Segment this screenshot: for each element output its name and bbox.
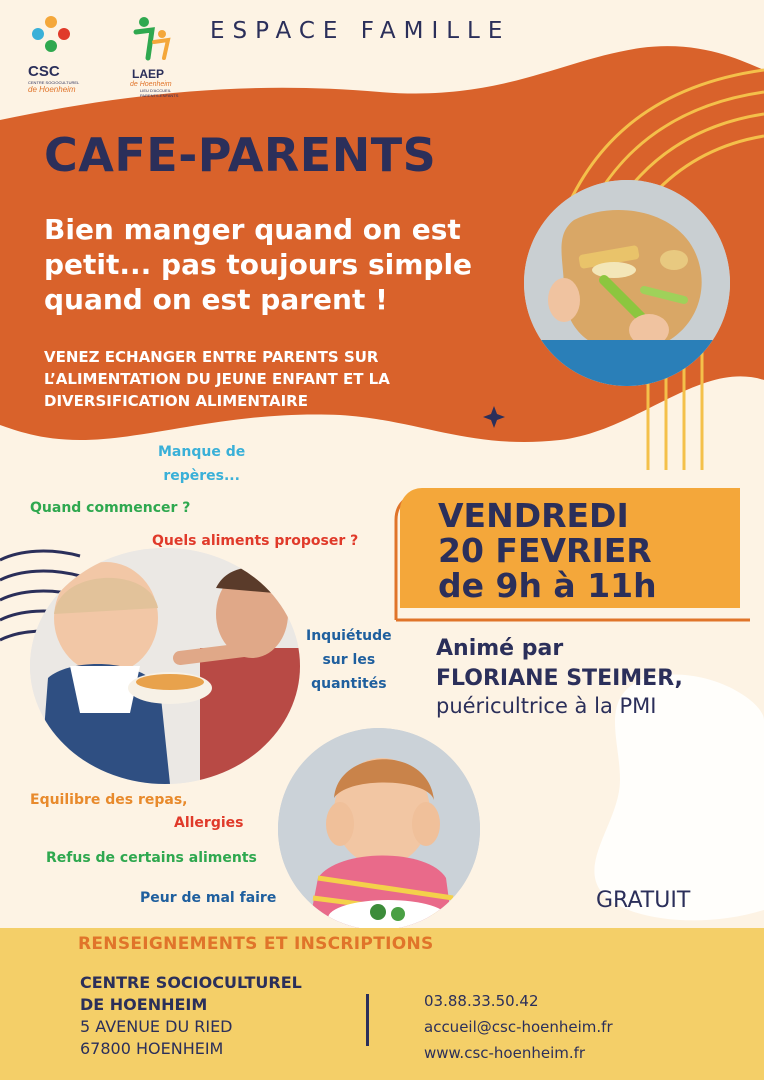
question-reperes <box>158 440 245 488</box>
event-time: de 9h à 11h <box>438 566 657 605</box>
question-inquietude-line2: sur les <box>322 652 376 668</box>
question-allergies: Allergies <box>174 815 244 831</box>
header-title: ESPACE FAMILLE <box>210 18 511 44</box>
question-peur: Peur de mal faire <box>140 890 277 906</box>
event-hosted-by: Animé par <box>436 636 564 661</box>
laep-logo <box>128 14 208 98</box>
footer-website[interactable]: www.csc-hoenheim.fr <box>424 1044 586 1062</box>
laep-logo-icon <box>128 14 176 62</box>
footer-address-line2: 67800 HOENHEIM <box>80 1039 224 1058</box>
laep-logo-small2: PARENTS-ENFANTS <box>140 93 179 98</box>
parent-baby-illustration <box>30 548 300 784</box>
footer-separator <box>366 994 369 1046</box>
laep-logo-script: de Hoenheim <box>130 81 172 88</box>
footer-address-line1: 5 AVENUE DU RIED <box>80 1017 233 1036</box>
food-photo-illustration <box>524 180 730 386</box>
question-inquietude <box>306 624 392 696</box>
parent-baby-photo <box>30 548 300 784</box>
event-date-value: 20 FEVRIER <box>438 531 652 570</box>
laep-logo-text: LAEP <box>132 67 165 81</box>
footer-heading: RENSEIGNEMENTS ET INSCRIPTIONS <box>78 934 434 954</box>
csc-logo-subtext: CENTRE SOCIOCULTUREL <box>28 80 80 85</box>
footer-phone: 03.88.33.50.42 <box>424 992 539 1010</box>
child-illustration <box>278 728 480 930</box>
question-inquietude-line1: Inquiétude <box>306 628 392 644</box>
question-inquietude-line3: quantités <box>311 676 387 692</box>
event-date <box>438 498 657 603</box>
event-host-role: puéricultrice à la PMI <box>436 694 657 718</box>
question-reperes-line1: Manque de <box>158 444 246 460</box>
csc-logo-script: de Hoenheim <box>28 85 76 94</box>
page-title: CAFE-PARENTS <box>44 128 437 182</box>
question-equilibre: Equilibre des repas, <box>30 792 188 808</box>
footer-address <box>80 972 302 1060</box>
question-refus: Refus de certains aliments <box>46 850 257 866</box>
laep-logo-small1: LIEU D'ACCUEIL <box>140 88 171 93</box>
child-photo <box>278 728 480 930</box>
question-quand-commencer: Quand commencer ? <box>30 500 191 516</box>
question-reperes-line2: repères... <box>163 468 240 484</box>
csc-logo <box>28 12 98 94</box>
footer-org-line2: DE HOENHEIM <box>80 995 208 1014</box>
question-quels-aliments: Quels aliments proposer ? <box>152 533 359 549</box>
subtitle: Bien manger quand on est petit... pas toujours simple quand on est parent ! <box>44 213 473 316</box>
footer-contact <box>424 988 613 1066</box>
footer-email[interactable]: accueil@csc-hoenheim.fr <box>424 1018 613 1036</box>
event-host <box>436 634 683 694</box>
invite-text: VENEZ ECHANGER ENTRE PARENTS SUR L’ALIMENTATION DU JEUNE ENFANT ET LA DIVERSIFICATION ALIMENTAIRE <box>44 348 390 410</box>
event-host-name: FLORIANE STEIMER, <box>436 666 683 691</box>
price-label: GRATUIT <box>596 888 691 913</box>
footer-org-line1: CENTRE SOCIOCULTUREL <box>80 973 302 992</box>
food-photo <box>524 180 730 386</box>
csc-logo-text: CSC <box>28 63 60 80</box>
event-day: VENDREDI <box>438 496 629 535</box>
csc-logo-icon <box>28 12 74 58</box>
